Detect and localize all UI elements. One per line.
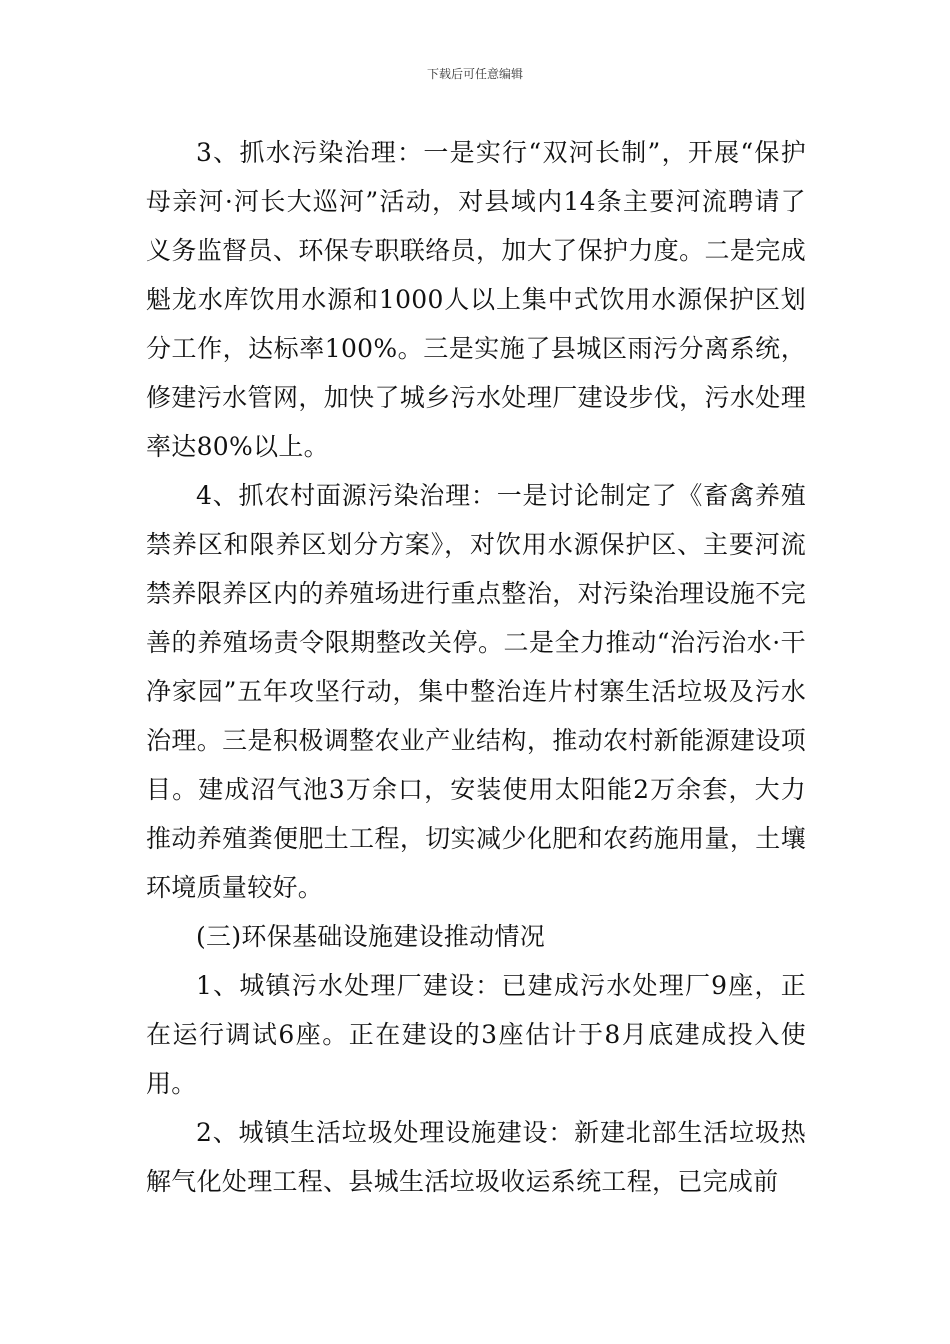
paragraph-rural-pollution: 4、抓农村面源污染治理：一是讨论制定了《畜禽养殖禁养区和限养区划分方案》，对饮用水源保护区、主要河流禁养限养区内的养殖场进行重点整治，对污染治理设施不完善的养殖场责令限期整改关停。二是全力推动“治污治水·干净家园”五年攻坚行动，集中整治连片村寨生活垃圾及污水治理。三是积极调整农业产业结构，推动农村新能源建设项目。建成沼气池3万余口，安装使用太阳能2万余套，大力推动养殖粪便肥土工程，切实减少化肥和农药施用量，土壤环境质量较好。 bbox=[146, 481, 806, 902]
section-heading-infrastructure: (三)环保基础设施建设推动情况 bbox=[196, 922, 546, 951]
page-header-note: 下载后可任意编辑 bbox=[426, 67, 523, 81]
paragraph-sewage-plants: 1、城镇污水处理厂建设：已建成污水处理厂9座，正在运行调试6座。正在建设的3座估计于8月底建成投入使用。 bbox=[146, 971, 806, 1098]
paragraph-water-pollution: 3、抓水污染治理：一是实行“双河长制”，开展“保护母亲河·河长大巡河”活动，对县域内14条主要河流聘请了义务监督员、环保专职联络员，加大了保护力度。二是完成魁龙水库饮用水源和1000人以上集中式饮用水源保护区划分工作，达标率100%。三是实施了县城区雨污分离系统，修建污水管网，加快了城乡污水处理厂建设步伐，污水处理率达80%以上。 bbox=[146, 138, 806, 461]
document-body bbox=[146, 128, 806, 1206]
paragraph-garbage-facilities: 2、城镇生活垃圾处理设施建设：新建北部生活垃圾热解气化处理工程、县城生活垃圾收运系统工程，已完成前 bbox=[146, 1118, 806, 1196]
